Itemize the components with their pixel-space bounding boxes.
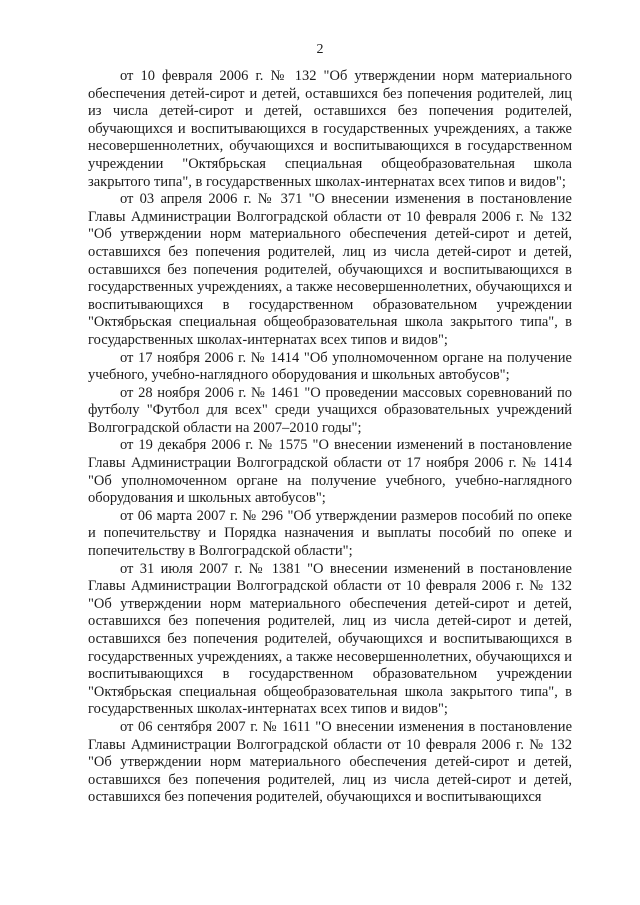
decree-paragraph: от 17 ноября 2006 г. № 1414 "Об уполномоченном органе на получение учебного, учебно-наглядного оборудования и школьных автобусов";	[88, 349, 572, 384]
decree-paragraph: от 28 ноября 2006 г. № 1461 "О проведении массовых соревнований по футболу "Футбол для всех" среди учащихся образовательных учреждений Волгоградской области на 2007–2010 годы";	[88, 384, 572, 436]
decree-paragraph: от 19 декабря 2006 г. № 1575 "О внесении изменений в постановление Главы Администрации Волгоградской области от 17 ноября 2006 г. № 1414 "Об уполномоченном органе на получение учебного, учебно-наглядного оборудования и школьных автобусов";	[88, 437, 572, 507]
decree-paragraph: от 10 февраля 2006 г. № 132 "Об утверждении норм материального обеспечения детей-сирот и детей, оставшихся без попечения родителей, лиц из числа детей-сирот и детей, оставшихся без попечения родителей, обучающихся и воспитывающихся в государственных учреждениях, а также несовершеннолетних, обучающихся и воспитывающихся в государственном учреждении "Октябрьская специальная общеобразовательная школа закрытого типа", в государственных школах-интернатах всех типов и видов";	[88, 68, 572, 190]
decree-paragraph: от 06 сентября 2007 г. № 1611 "О внесении изменения в постановление Главы Администрации Волгоградской области от 10 февраля 2006 г. № 132 "Об утверждении норм материального обеспечения детей-сирот и детей, оставшихся без попечения родителей, лиц из числа детей-сирот и детей, оставшихся без попечения родителей, обучающихся и воспитывающихся	[88, 718, 572, 806]
page-number: 2	[316, 42, 324, 57]
decree-paragraph: от 03 апреля 2006 г. № 371 "О внесении изменения в постановление Главы Администрации Волгоградской области от 10 февраля 2006 г. № 132 "Об утверждении норм материального обеспечения детей-сирот и детей, оставшихся без попечения родителей, лиц из числа детей-сирот и детей, оставшихся без попечения родителей, обучающихся и воспитывающихся в государственных учреждениях, а также несовершеннолетних, обучающихся и воспитывающихся в государственном образовательном учреждении "Октябрьская специальная общеобразовательная школа закрытого типа", в государственных школах-интернатах всех типов и видов";	[88, 191, 572, 348]
document-body	[88, 68, 572, 807]
decree-paragraph: от 31 июля 2007 г. № 1381 "О внесении изменений в постановление Главы Администрации Волгоградской области от 10 февраля 2006 г. № 132 "Об утверждении норм материального обеспечения детей-сирот и детей, оставшихся без попечения родителей, лиц из числа детей-сирот и детей, оставшихся без попечения родителей, обучающихся и воспитывающихся в государственных учреждениях, а также несовершеннолетних, обучающихся и воспитывающихся в государственном образовательном учреждении "Октябрьская специальная общеобразовательная школа закрытого типа", в государственных школах-интернатах всех типов и видов";	[88, 560, 572, 718]
decree-paragraph: от 06 марта 2007 г. № 296 "Об утверждении размеров пособий по опеке и попечительству и Порядка назначения и выплаты пособий по опеке и попечительству в Волгоградской области";	[88, 507, 572, 560]
